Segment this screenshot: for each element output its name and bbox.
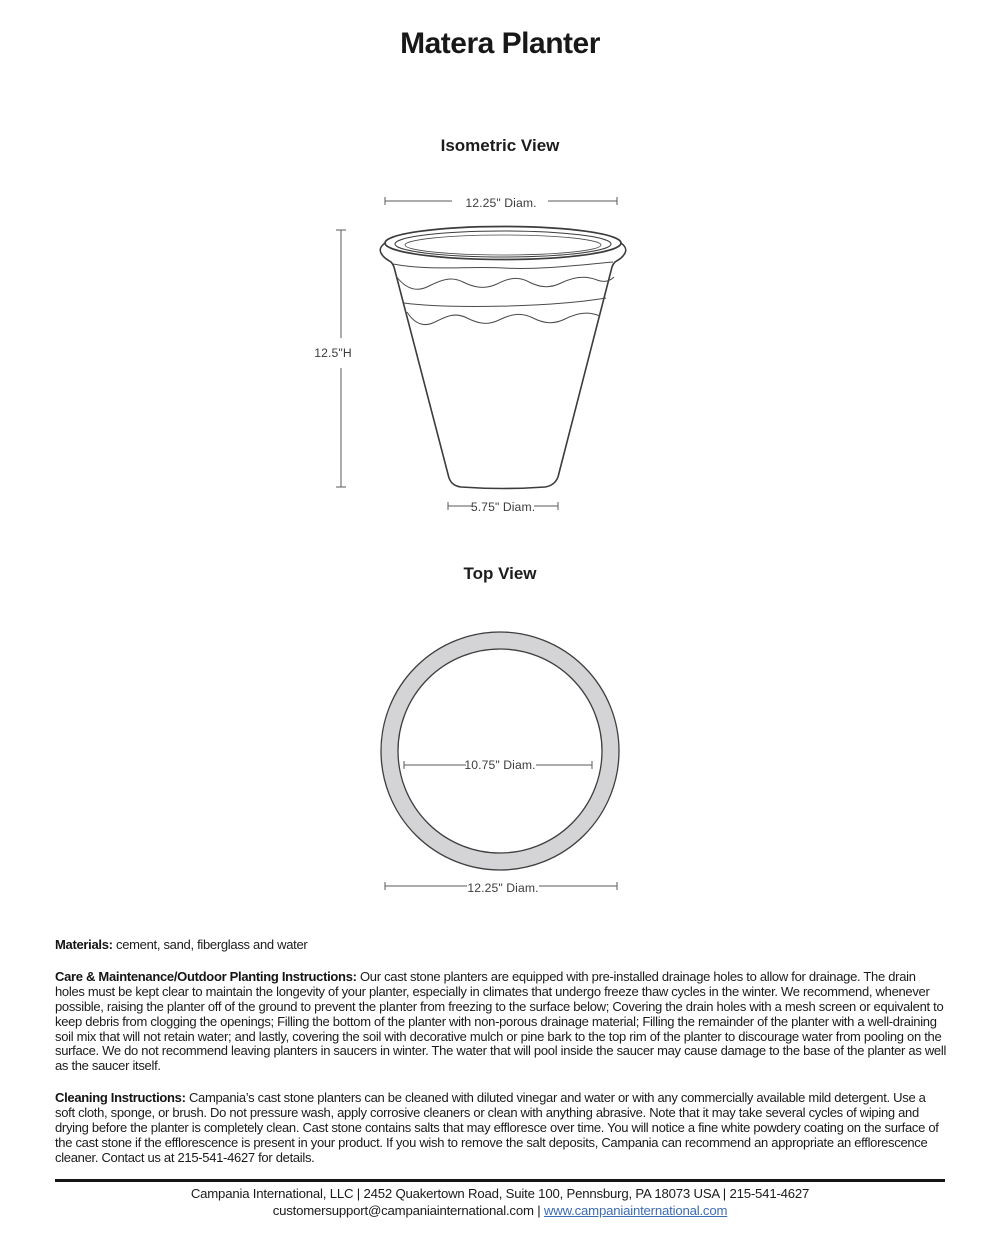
footer-email: customersupport@campaniainternational.com [272, 1203, 534, 1218]
footer [0, 1185, 1000, 1219]
iso-top-diameter-label: 12.25" Diam. [465, 196, 537, 210]
isometric-view-heading: Isometric View [440, 136, 560, 155]
cleaning-paragraph [55, 1091, 948, 1166]
care-body: Our cast stone planters are equipped with pre-installed drainage holes to allow for drainage. The drain holes must be kept clear to maintain the longevity of your planter, especially in climates that undergo freeze thaw cycles in the winter. We recommend, whenever possible, raising the planter off of the ground to prevent the planter from freezing to the surface below; Covering the drain holes with a mesh screen or equivalent to keep debris from clogging the openings; Filling the bottom of the planter with non-porous drainage material; Filling the remainder of the planter with a well-draining soil mix that will not retain water; and lastly, covering the soil with decorative mulch or pine bark to the top rim of the planter to discourage water from pooling on the surface. We do not recommend leaving planters in saucers in winter. The water that will pool inside the saucer may cause damage to the base of the planter as well as the saucer itself. [55, 968, 947, 1074]
planter-isometric-drawing [300, 190, 700, 520]
materials-body: cement, sand, fiberglass and water [116, 937, 308, 952]
footer-contact-line [0, 1202, 1000, 1219]
top-view-inner-circle [398, 649, 602, 853]
footer-website-link[interactable]: www.campaniainternational.com [543, 1203, 728, 1218]
care-paragraph [55, 970, 948, 1074]
top-view-heading: Top View [463, 564, 537, 583]
iso-bottom-diameter-label: 5.75" Diam. [470, 500, 536, 514]
top-view-inner-diameter-label: 10.75" Diam. [464, 758, 536, 772]
planter-outline [380, 227, 626, 489]
top-view-outer-diameter-label: 12.25" Diam. [467, 881, 539, 895]
cleaning-label: Cleaning Instructions: [55, 1090, 186, 1106]
planter-top-view-drawing [330, 600, 670, 910]
footer-separator: | [537, 1203, 541, 1218]
footer-divider [55, 1179, 945, 1182]
iso-height-label: 12.5"H [314, 346, 352, 360]
cleaning-body: Campania’s cast stone planters can be cleaned with diluted vinegar and water or with any commercially available mild detergent. Use a soft cloth, sponge, or brush. Do not pressure wash, apply corrosive cleaners or clean with anything abrasive. Note that it may take several cycles of wiping and drying before the planter is completely clean. Cast stone contains salts that may effloresce over time. You will notice a fine white powdery coating on the surface of the cast stone if the efflorescence is present in your product. If you wish to remove the salt deposits, Campania can recommend an appropriate an efflorescence cleaner. Contact us at 215-541-4627 for details. [55, 1090, 939, 1165]
care-label: Care & Maintenance/Outdoor Planting Instructions: [55, 968, 357, 984]
footer-company-line: Campania International, LLC | 2452 Quakertown Road, Suite 100, Pennsburg, PA 18073 USA | 215-541-4627 [190, 1186, 810, 1201]
page-title: Matera Planter [400, 27, 600, 60]
materials-paragraph [55, 938, 948, 953]
info-text-block [55, 938, 948, 1183]
materials-label: Materials: [55, 937, 113, 952]
